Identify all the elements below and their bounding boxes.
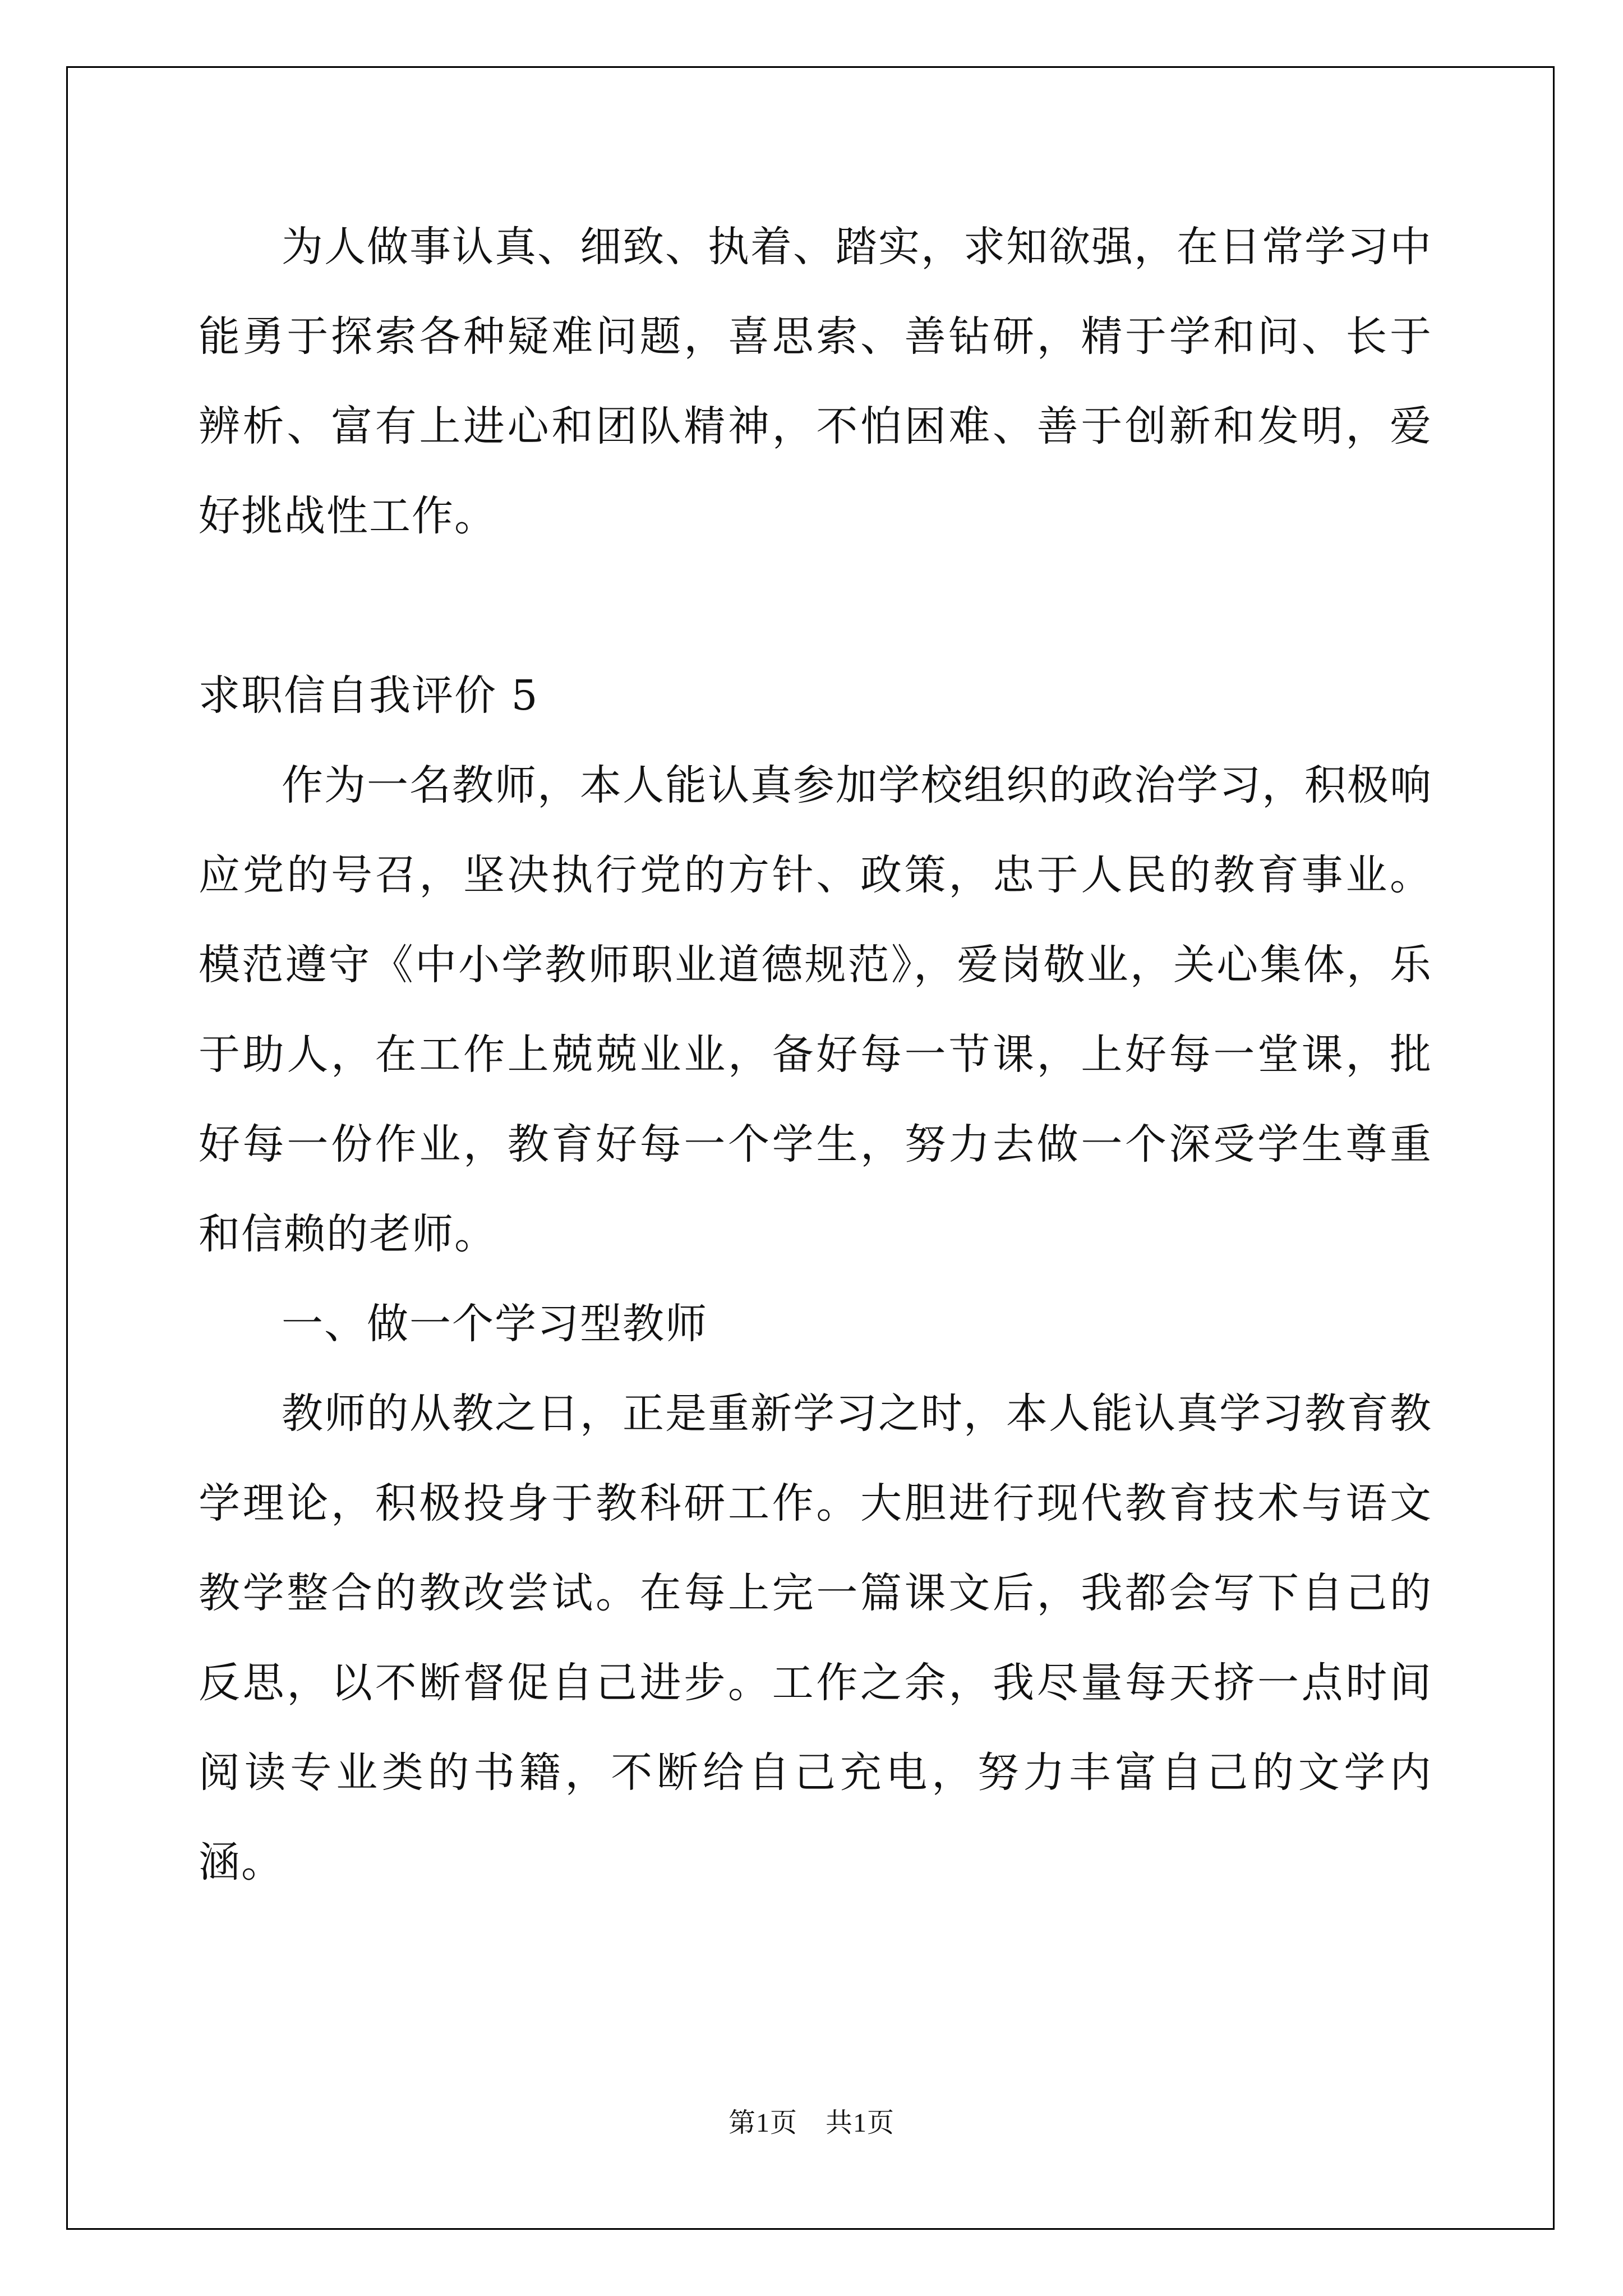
paragraph-learning: 教师的从教之日，正是重新学习之时，本人能认真学习教育教学理论，积极投身于教科研工作。大胆进行现代教育技术与语文教学整合的教改尝试。在每上完一篇课文后，我都会写下自己的反思，以不断督促自己进步。工作之余，我尽量每天挤一点时间阅读专业类的书籍，不断给自己充电，努力丰富自己的文学内涵。 [199,1389,1432,1887]
paragraph-intro: 为人做事认真、细致、执着、踏实，求知欲强，在日常学习中能勇于探索各种疑难问题，喜思索、善钻研，精于学和问、长于辨析、富有上进心和团队精神，不怕困难、善于创新和发明，爱好挑战性工作。 [199,223,1432,540]
page-footer [0,2101,1623,2139]
section-heading: 求职信自我评价 5 [199,671,539,720]
page-total: 共1页 [826,2108,895,2138]
page-number: 第1页 [728,2108,797,2138]
subheading-learning-teacher: 一、做一个学习型教师 [282,1300,708,1348]
document-body [199,202,1432,1907]
paragraph-teacher-duty: 作为一名教师，本人能认真参加学校组织的政治学习，积极响应党的号召，坚决执行党的方针、政策，忠于人民的教育事业。模范遵守《中小学教师职业道德规范》，爱岗敬业，关心集体，乐于助人，在工作上兢兢业业，备好每一节课，上好每一堂课，批好每一份作业，教育好每一个学生，努力去做一个深受学生尊重和信赖的老师。 [199,761,1432,1258]
section-spacer [199,561,1432,651]
